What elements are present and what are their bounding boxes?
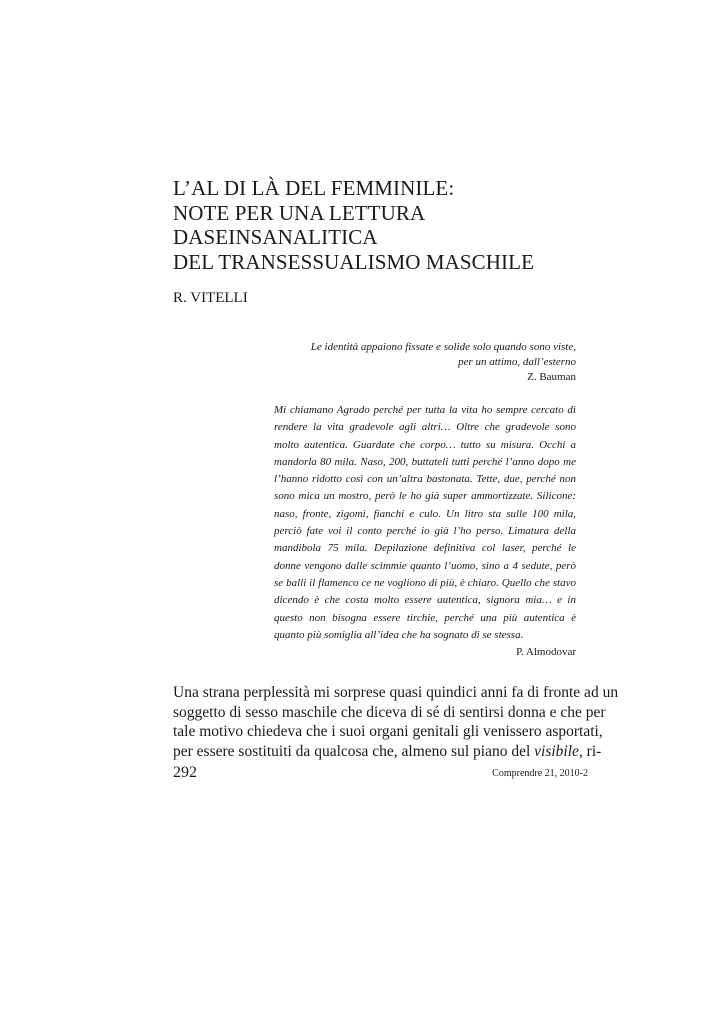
epigraph-line: perciò fate voi il conto perché io già l’ho perso. Limatura della	[274, 525, 576, 538]
epigraph-attribution: P. Almodovar	[516, 646, 576, 659]
epigraph-line: Mi chiamano Agrado perché per tutta la vita ho sempre cercato di	[274, 404, 576, 416]
epigraph-line: Le identità appaiono fissate e solide solo quando sono viste,	[310, 341, 576, 353]
body-line: Una strana perplessità mi sorprese quasi quindici anni fa di fronte ad un	[173, 684, 619, 701]
epigraph-line: questo non bisogna essere tirchie, perché una più autentica è	[274, 611, 576, 624]
emphasis-text: visibile	[534, 742, 579, 760]
page-number: 292	[173, 764, 197, 781]
epigraph-line: l’hanno ridotto così con un’altra bastonata. Tette, due, perché non	[274, 473, 576, 486]
title-line: DASEINSANALITICA	[173, 225, 378, 249]
body-text: per essere sostituiti da qualcosa che, almeno sul piano del	[173, 742, 531, 760]
body-text: , ri-	[578, 742, 602, 760]
epigraph-line: naso, fronte, zigomi, fianchi e culo. Un litro sta sulle 100 mila,	[274, 507, 576, 520]
epigraph-line: quanto più somiglia all’idea che ha sognato di se stessa.	[274, 628, 524, 641]
epigraph-almodovar	[274, 402, 576, 661]
epigraph-line: sono mica un mostro, però le ho già super ammortizzate. Silicone:	[274, 490, 576, 503]
body-line: soggetto di sesso maschile che diceva di sé di sentirsi donna e che per	[173, 703, 606, 721]
epigraph-line: donne vengono dalle scimmie quanto l’uomo, sino a 4 sedute, però	[274, 559, 576, 572]
epigraph-line: se balli il flamenco ce ne vogliono di più, è chiaro. Quello che stavo	[274, 576, 576, 589]
body-paragraph	[173, 683, 619, 761]
title-line: DEL TRANSESSUALISMO MASCHILE	[173, 249, 534, 274]
epigraph-bauman	[280, 340, 576, 385]
epigraph-line: dicendo è che costa molto essere autentica, signora mia… e in	[274, 594, 576, 607]
body-line	[173, 742, 602, 762]
epigraph-line: mandorla 80 mila. Naso, 200, buttateli tutti perché l’anno dopo me	[274, 455, 576, 468]
epigraph-attribution: Z. Bauman	[527, 371, 576, 383]
author-name: R. VITELLI	[173, 290, 248, 306]
epigraph-line: mandibola 75 mila. Depilazione definitiva col laser, perché le	[274, 542, 576, 555]
article-title	[173, 176, 593, 274]
title-line: L’AL DI LÀ DEL FEMMINILE:	[173, 176, 455, 200]
journal-reference: Comprendre 21, 2010-2	[492, 768, 588, 779]
body-line: tale motivo chiedeva che i suoi organi genitali gli venissero asportati,	[173, 723, 603, 740]
title-line: NOTE PER UNA LETTURA	[173, 200, 426, 225]
epigraph-line: molto autentica. Guardate che corpo… tutto su misura. Occhi a	[274, 438, 576, 451]
epigraph-line: per un attimo, dall’esterno	[458, 356, 576, 368]
epigraph-line: rendere la vita gradevole agli altri… Oltre che gradevole sono	[274, 421, 576, 434]
